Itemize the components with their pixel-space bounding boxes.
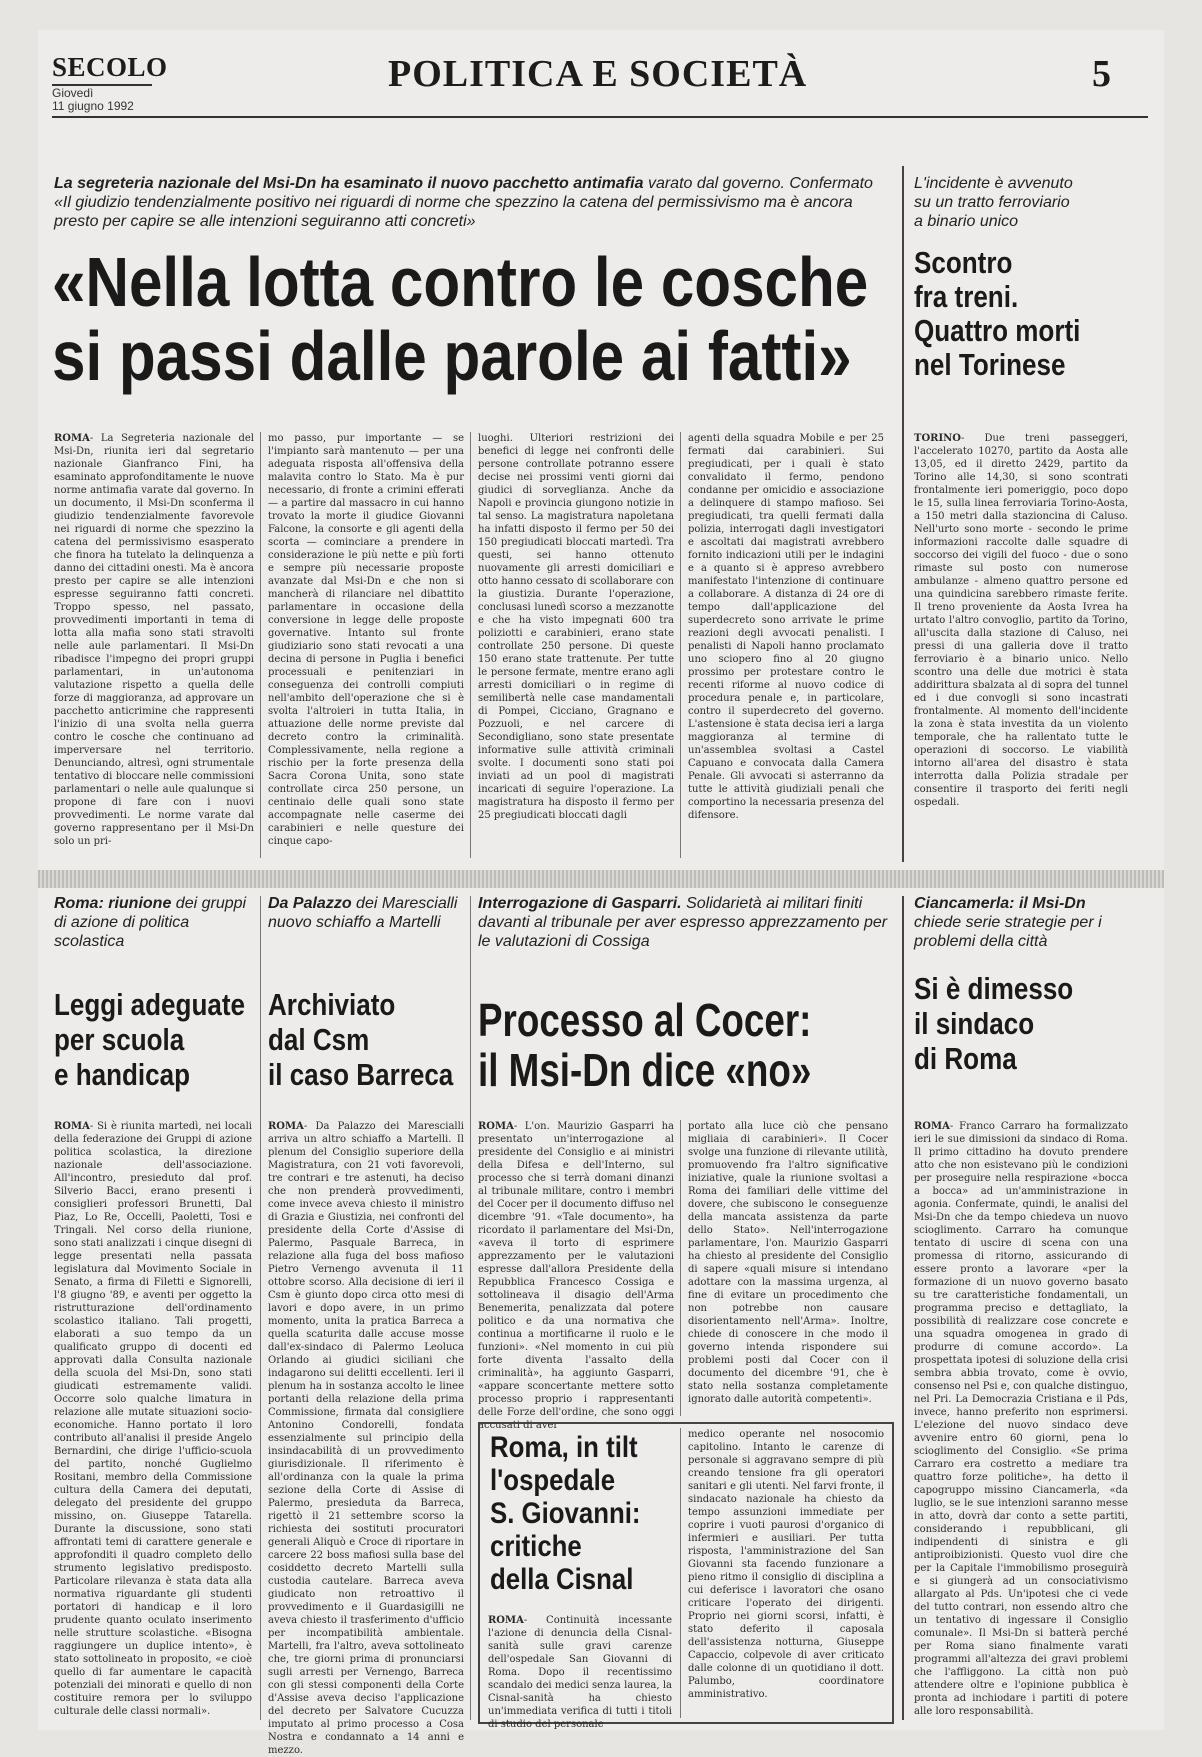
train-kicker-line-1: L'incidente è avvenuto: [914, 175, 1073, 192]
cocer-kicker-bold: Interrogazione di Gasparri.: [478, 895, 682, 912]
ospedale-place: ROMA: [488, 1615, 524, 1626]
lead-headline-line-2: si passi dalle parole ai fatti»: [52, 317, 852, 395]
scuola-kicker-bold: Roma: riunione: [54, 895, 172, 912]
scuola-body-text: - Si è riunita martedì, nei locali della federazione dei Gruppi di azione politica scolastica, la direzione nazionale dell'associazione. All'incontro, presieduto dal prof. Silverio Bacci, erano presenti i consiglieri professori Brunetti, Dal Piaz, Lo Re, Occelli, Paoletti, Tosi e Tringali. Nel corso della riunione, sono stati analizzati i cinque disegni di legge presentati nella passata legislatura dal Movimento Sociale in Senato, a firma di Filetti e Signorelli, l'8 giugno '89, e aventi per oggetto la ristrutturazione dell'ordinamento scolastico italiano. Tali progetti, elaborati a suo tempo da un qualificato gruppo di docenti ed approvati dalla Consulta nazionale della scuola del Msi-Dn, sono stati giudicati estremamente validi. Occorre solo qualche limatura in relazione alle mutate situazioni socio-economiche. Hanno portato il loro contributo all'analisi il preside Angelo Bernardini, che dirige l'ufficio-scuola del partito, nonché Guglielmo Rositani, membro della Commissione cultura della Camera dei deputati, delegato del presidente del gruppo missino, on. Giuseppe Tatarella. Durante la discussione, sono stati affrontati temi di carattere generale e approfonditi il quadro completo dello strumento legislativo predisposto. Particolare rilevanza è stata data alla normativa riguardante gli studenti portatori di handicap e il loro prudente quanto oculato inserimento nelle strutture scolastiche. «Bisogna raggiungere un duplice intento», è stato sottolineato in proposito, «e cioè quello di far aumentare le capacità potenziali dei minorati e quello di non costituire remora per lo sviluppo culturale delle classi normali».: [54, 1121, 252, 1717]
train-kicker: [914, 174, 1144, 231]
cocer-col1-text: - L'on. Maurizio Gasparri ha presentato un'interrogazione al presidente del Consiglio e ai ministri della Difesa e dell'Interno, sul processo che si terrà domani dinanzi al tribunale militare, contro i membri del Cocer per il documento diffuso nel dicembre '91. «Tale documento», ha ricordato il parlamentare del Msi-Dn, «aveva il torto di esprimere apprezzamento per le valutazioni espresse dall'allora Presidente della Repubblica Francesco Cossiga e sottolineava il disagio dell'Arma Benemerita, penalizzata dal potere politico e da una normativa che continua a mortificarne il ruolo e le funzioni». «Nel momento in cui più forte diventa l'assalto della criminalità», ha aggiunto Gasparri, «appare sconcertante mettere sotto processo proprio i rappresentanti delle Forze dell'ordine, che sono oggi accusati di aver: [478, 1121, 674, 1431]
ospedale-column-1: [488, 1614, 672, 1730]
scuola-body: [54, 1120, 252, 1720]
cocer-column-1: [478, 1120, 674, 1431]
column-divider: [470, 896, 471, 1720]
csm-headline-line-2: dal Csm: [268, 1022, 370, 1057]
masthead-rule: [52, 116, 1148, 118]
lead-col1-text: - La Segreteria nazionale del Msi-Dn, riunita ieri dal segretario nazionale Gianfranco Fini, ha esaminato approfonditamente le nuove norme antimafia varate dal governo. In un documento, il Msi-Dn sconferma il giudizio tendenzialmente favorevole nei riguardi di norme che spezzino la catena del permissivismo esasperato che finora ha tutelato la delinquenza a danno dei cittadini onesti. Ma è ancora presto per capire se alle intenzioni espresse seguiranno fatti concreti. Troppo spesso, nel passato, provvedimenti importanti in tema di lotta alla mafia sono stati stravolti nelle aule parlamentari. Il Msi-Dn ribadisce l'impegno dei propri gruppi parlamentari, in un'autonoma valutazione rispetto a quella delle forze di maggioranza, ad approvare un pacchetto anticrimine che rappresenti l'inizio di una svolta nella guerra contro le cosche che continuano ad imperversare nel territorio. Denunciando, altresì, ogni strumentale tentativo di bloccare nelle commissioni parlamentari o nelle aule qualunque si propone di fare con i nuovi provvedimenti. Le norme varate dal governo rappresentano per il Msi-Dn solo un pri-: [54, 433, 254, 847]
cocer-place: ROMA: [478, 1121, 514, 1132]
ospedale-col1-text: - Continuità incessante l'azione di denuncia della Cisnal-sanità sulle gravi carenze dell'ospedale San Giovanni di Roma. Dopo il recentissimo scandalo dei medici senza laurea, la Cisnal-sanità ha chiesto un'immediata verifica di tutti i titoli di studio del personale: [488, 1615, 672, 1730]
scuola-place: ROMA: [54, 1121, 90, 1132]
lead-kicker: [54, 174, 874, 231]
sindaco-story-divider: [902, 896, 904, 1720]
train-story-divider: [902, 166, 904, 862]
lead-column-3: luoghi. Ulteriori restrizioni dei benefici di legge nei confronti delle persone controllate potranno essere decise nei prossimi venti giorni dai giudici di sorveglianza. Anche da Napoli e provincia giungono notizie in tal senso. La magistratura napoletana ha infatti disposto il fermo per 50 dei 150 pregiudicati bloccati martedì. Tra questi, sei hanno ottenuto nuovamente gli arresti domiciliari e otto hanno cessato di scollaborare con la giustizia. Durante l'operazione, conclusasi lunedì scorso a mezzanotte e che ha visto impegnati 600 tra poliziotti e carabinieri, erano state controllate 250 persone. Di queste 150 erano state trattenute. Per tutte le persone fermate, mentre erano agli arresti domiciliari o in regime di semilibertà nelle case mandamentali di Pompei, Cicciano, Gragnano e Pozzuoli, e nel carcere di Secondigliano, sono state presentate informative sulle attività criminali svolte. I documenti sono stati poi inviati ad un pool di magistrati incaricati di seguire l'operazione. La magistratura ha disposto il fermo per 25 pregiudicati bloccati dagli: [478, 433, 674, 821]
train-body: [914, 432, 1128, 860]
csm-body-text: - Da Palazzo dei Marescialli arriva un altro schiaffo a Martelli. Il plenum del Consiglio superiore della Magistratura, con 21 voti favorevoli, tre contrari e tre astenuti, ha deciso che non prenderà provvedimenti, come invece aveva chiesto il ministro di Grazia e Giustizia, nei confronti del presidente della Corte d'Assise di Palermo, Pasquale Barreca, in relazione alla fuga del boss mafioso Pietro Vernengo avvenuta il 11 ottobre scorso. Alla decisione di ieri il Csm è giunto dopo circa otto mesi di lavori e dopo avere, in un primo momento, unita la pratica Barreca a quella scaturita dalle accuse mosse dall'ex-sindaco di Palermo Leoluca Orlando ai giudici siciliani che indagarono sui delitti eccellenti. Ieri il plenum ha in sostanza accolto le linee portanti della relazione della prima Commissione, firmata dal consigliere Antonino Condorelli, fondata essenzialmente sul principio della insindacabilità di un provvedimento giurisdizionale. Il riferimento è all'ordinanza con la quale la prima sezione della Corte di Assise di Palermo, presieduta da Barreca, rigettò il 21 settembre scorso la richiesta dei sostituti procuratori generali Aliquò e Croce di riportare in carcere 22 boss mafiosi sulla base del cosiddetto decreto Martelli sulla custodia cautelare. Barreca aveva giudicato non retroattivo il provvedimento e il Guardasigilli ne aveva chiesto il trasferimento d'ufficio per incompatibilità ambientale. Martelli, fra l'altro, aveva sottolineato che, tre giorni prima di pronunciarsi sugli arresti per Vernengo, Barreca con gli stessi componenti della Corte d'Assise aveva deciso l'applicazione del decreto per Salvatore Cucuzza imputato al primo processo a Cosa Nostra e condannato a 14 anni e mezzo.: [268, 1121, 464, 1756]
cocer-headline-line-2: il Msi-Dn dice «no»: [478, 1044, 812, 1096]
cocer-column-2: portato alla luce ciò che pensano migliaia di carabinieri». Il Cocer svolge una funzione di rilevante utilità, promuovendo fra l'altro significative iniziative, quale la riunione svoltasi a Roma dei familiari delle vittime del dovere, che subiscono le conseguenze della mancata assistenza da parte dello Stato». Nell'interrogazione parlamentare, l'on. Maurizio Gasparri ha chiesto al presidente del Consiglio di sapere «quali misure si intendano adottare con la massima urgenza, al fine di evitare un procedimento che non potrebbe non causare disorientamento nell'Arma». Inoltre, chiede di conoscere in che modo il governo intenda rispondere sui problemi posti dal Cocer con il documento del dicembre '91, che è stato nella sostanza completamente ignorato dalle autorità competenti».: [688, 1121, 888, 1405]
scuola-kicker: [54, 894, 250, 951]
scuola-headline-line-3: e handicap: [54, 1057, 191, 1092]
ospedale-column-2: medico operante nel nosocomio capitolino. Intanto le carenze di personale si aggravano sempre di più creando tensione fra gli operatori sanitari e gli utenti. Nel farvi fronte, il sindacato nazionale ha chiesto da tempo assunzioni immediate per coprire i vuoti paurosi d'organico di infermieri e ausiliari. Per tutta risposta, l'amministrazione del San Giovanni sta facendo funzionare a pieno ritmo il consiglio di disciplina a cui deferisce i lavoratori che osano criticare l'operato dei dirigenti. Proprio nei giorni scorsi, infatti, è stato deferito il caposala dell'assistenza notturna, Giuseppe Capaccio, colpevole di aver criticato dalle colonne di un quotidiano il dott. Palumbo, coordinatore amministrativo.: [688, 1429, 884, 1700]
column-divider: [260, 432, 261, 858]
csm-kicker-bold: Da Palazzo: [268, 895, 352, 912]
sindaco-place: ROMA: [914, 1121, 950, 1132]
sindaco-body: [914, 1120, 1128, 1720]
lead-place: ROMA: [54, 433, 90, 444]
csm-body: [268, 1120, 464, 1756]
train-headline-line-1: Scontro: [914, 245, 1013, 280]
column-divider: [470, 432, 471, 858]
sindaco-headline-line-1: Si è dimesso: [914, 971, 1074, 1006]
scuola-kicker-rest: dei gruppi di azione di politica scolastica: [54, 895, 247, 950]
sindaco-kicker: [914, 894, 1136, 951]
column-divider: [680, 1120, 681, 1416]
scuola-headline-line-2: per scuola: [54, 1022, 185, 1057]
sindaco-headline-line-2: il sindaco: [914, 1006, 1035, 1041]
column-divider: [680, 432, 681, 858]
train-place: TORINO: [914, 433, 961, 444]
lead-column-1: [54, 432, 254, 860]
section-separator-band: [38, 870, 1164, 888]
cocer-headline-line-1: Processo al Cocer:: [478, 994, 812, 1046]
dateline-date: 11 giugno 1992: [52, 99, 134, 113]
sindaco-kicker-bold: Ciancamerla: il Msi-Dn: [914, 895, 1086, 912]
csm-kicker-rest: dei Marescialli nuovo schiaffo a Martelli: [268, 895, 458, 931]
lead-headline-line-1: «Nella lotta contro le cosche: [52, 243, 869, 321]
train-headline-line-4: nel Torinese: [914, 347, 1066, 382]
column-divider: [680, 1428, 681, 1718]
cocer-kicker: [478, 894, 888, 951]
csm-headline-line-3: il caso Barreca: [268, 1057, 454, 1092]
train-body-text: - Due treni passeggeri, l'accelerato 10270, partito da Aosta alle 13,05, ed il diretto 2429, partito da Torino alle 14,30, si sono scontrati frontalmente ieri pomeriggio, poco dopo le 15, sulla linea ferroviaria Torino-Aosta, a 150 metri dalla stazioncina di Caluso. Nell'urto sono morte - secondo le prime informazioni raccolte dalle squadre di soccorso dei vigili del fuoco - due o sono rimaste sul posto con numerose ambulanze - almeno quattro persone ed una quindicina sarebbero rimaste ferite. Il treno proveniente da Aosta Ivrea ha urtato l'altro convoglio, partito da Torino, all'uscita dalla stazione di Caluso, nei pressi di una galleria dove il tratto ferroviario è a binario unico. Nello scontro una delle due motrici è stata addirittura sbalzata al di sopra del tunnel ed i due convogli si sono incastrati frontalmente. Al momento dell'incidente la zona è stata investita da un violento temporale, che ha rallentato tutte le operazioni di soccorso. Le viabilità intorno all'area del disastro è stata interrotta dalla Polizia stradale per consentire il trasporto dei feriti negli ospedali.: [914, 433, 1128, 808]
ospedale-headline-line-5: della Cisnal: [490, 1563, 634, 1596]
page-number: 5: [1092, 53, 1111, 95]
ospedale-headline-line-2: l'ospedale: [490, 1464, 616, 1497]
newspaper-logo: SECOLO: [52, 52, 168, 82]
ospedale-headline-line-3: S. Giovanni:: [490, 1497, 641, 1530]
newspaper-page: [38, 30, 1164, 1756]
lead-column-4: agenti della squadra Mobile e per 25 fermati dai carabinieri. Sui pregiudicati, per i quali è stato convalidato il fermo, pendono condanne per omicidio e associazione a delinquere di stampo mafioso. Sei pregiudicati, tra quelli fermati dalla polizia, interrogati dagli investigatori e ascoltati dai magistrati avrebbero fornito indicazioni utili per le indagini e a quanto si è appreso avrebbero manifestato l'intenzione di continuare a collaborare. A distanza di 24 ore di tempo dall'applicazione del superdecreto sono arrivate le prime reazioni degli avvocati penalisti. I penalisti di Napoli hanno proclamato uno sciopero fino al 20 giugno prossimo per protestare contro le recenti riforme al nuovo codice di procedura penale e, in particolare, contro il superdecreto del governo. L'astensione è stata decisa ieri a larga maggioranza al termine di un'assemblea svoltasi a Castel Capuano e convocata dalla Camera Penale. Gli avvocati si asterranno da tutte le attività giudiziali penali che comportino la necessaria presenza del difensore.: [688, 433, 884, 821]
lead-kicker-rest: varato dal governo. Confermato «Il giudizio tendenzialmente positivo nei riguardi di norme che spezzino la catena del permissivismo ma è ancora presto per capire se alle intenzioni seguiranno atti concreti»: [54, 175, 873, 230]
sindaco-kicker-rest: chiede serie strategie per i problemi della città: [914, 914, 1102, 950]
lead-column-2: mo passo, pur importante — se l'impianto sarà mantenuto — per una adeguata risposta all'offensiva della malavita contro lo Stato. Ma è pur necessario, di fronte a crimini efferati — a partire dal massacro in cui hanno trovato la morte il giudice Giovanni Falcone, la consorte e gli agenti della scorta — cominciare a prendere in considerazione le più nette e più forti e sempre più necessarie proposte avanzate dal Msi-Dn e che non si mancherà di rilanciare nel dibattito parlamentare in occasione della conversione in legge delle proposte governative. Intanto sul fronte giudiziario sono stati revocati a una decina di persone in Puglia i benefici processuali e penitenziari in conseguenza dei controlli compiuti nell'ambito dell'operazione che si è svolta l'altroieri in tutta Italia, in attuazione delle norme previste dal decreto contro la criminalità. Complessivamente, nella regione a rischio per la forte presenza della Sacra Corona Unita, sono state controllate circa 250 persone, un centinaio delle quali sono state accompagnate nelle caserme dei carabinieri e nelle questure dei cinque capo-: [268, 433, 464, 847]
lead-kicker-bold: La segreteria nazionale del Msi-Dn ha esaminato il nuovo pacchetto antimafia: [54, 175, 644, 192]
train-kicker-line-3: a binario unico: [914, 213, 1019, 230]
csm-headline-line-1: Archiviato: [268, 987, 396, 1022]
section-title: POLITICA E SOCIETÀ: [388, 53, 808, 95]
train-headline-line-3: Quattro morti: [914, 313, 1081, 348]
column-divider: [260, 896, 261, 1720]
cocer-kicker-rest: Solidarietà ai militari finiti davanti al tribunale per aver espresso apprezzamento per le valutazioni di Cossiga: [478, 895, 888, 950]
ospedale-headline-line-1: Roma, in tilt: [490, 1431, 638, 1464]
sindaco-headline-line-3: di Roma: [914, 1041, 1017, 1076]
ospedale-headline-line-4: critiche: [490, 1530, 582, 1563]
csm-kicker: [268, 894, 464, 932]
train-headline-line-2: fra treni.: [914, 279, 1019, 314]
train-kicker-line-2: su un tratto ferroviario: [914, 194, 1070, 211]
sindaco-body-text: - Franco Carraro ha formalizzato ieri le sue dimissioni da sindaco di Roma. Il primo cittadino ha dovuto prendere atto che non esistevano più le condizioni per proseguire nella respirazione «bocca a bocca» ad un'amministrazione in agonia. Confermate, quindi, le analisi del Msi-Dn che da tempo chiedeva un nuovo scioglimento. Carraro ha comunque tentato di uscire di scena con una promessa di ritorno, assicurando di essere pronto a lavorare «per la formazione di un nuovo governo basato su tre caratteristiche fondamentali, un programma preciso e dettagliato, la possibilità di realizzare cose concrete e una squadra omogenea in grado di produrre di comune accordo». La prospettata ipotesi di soluzione della crisi sembra abbia trovato, come è ovvio, consenso nel Psi e, con qualche distinguo, nel Pri. La Democrazia Cristiana e il Pds, invece, hanno preferito non esprimersi. L'elezione del nuovo sindaco deve avvenire entro 60 giorni, pena lo scioglimento del Consiglio. «Se prima Carraro era costretto a mediare tra quattro forze politiche», ha detto il capogruppo missino Ciancamerla, «da luglio, se le sue intenzioni saranno messe in atto, dovrà dar conto a sette partiti, considerando i repubblicani, gli indipendenti di sinistra e gli antiproibizionisti. Questo vuol dire che per la Capitale l'immobilismo proseguirà e si giungerà ad un consociativismo allargato al Pds. Un'ipotesi che ci vede del tutto contrari, non essendo altro che un tentativo di ingessare il Consiglio comunale». Il Msi-Dn si batterà perché per Roma siano finalmente varati programmi all'altezza dei gravi problemi che l'affliggono. La città non può attendere oltre e l'opinione pubblica è pronta ad inchiodare i partiti di potere alle loro responsabilità.: [914, 1121, 1128, 1717]
scuola-headline-line-1: Leggi adeguate: [54, 987, 245, 1022]
csm-place: ROMA: [268, 1121, 304, 1132]
dateline-day: Giovedì: [52, 86, 94, 100]
